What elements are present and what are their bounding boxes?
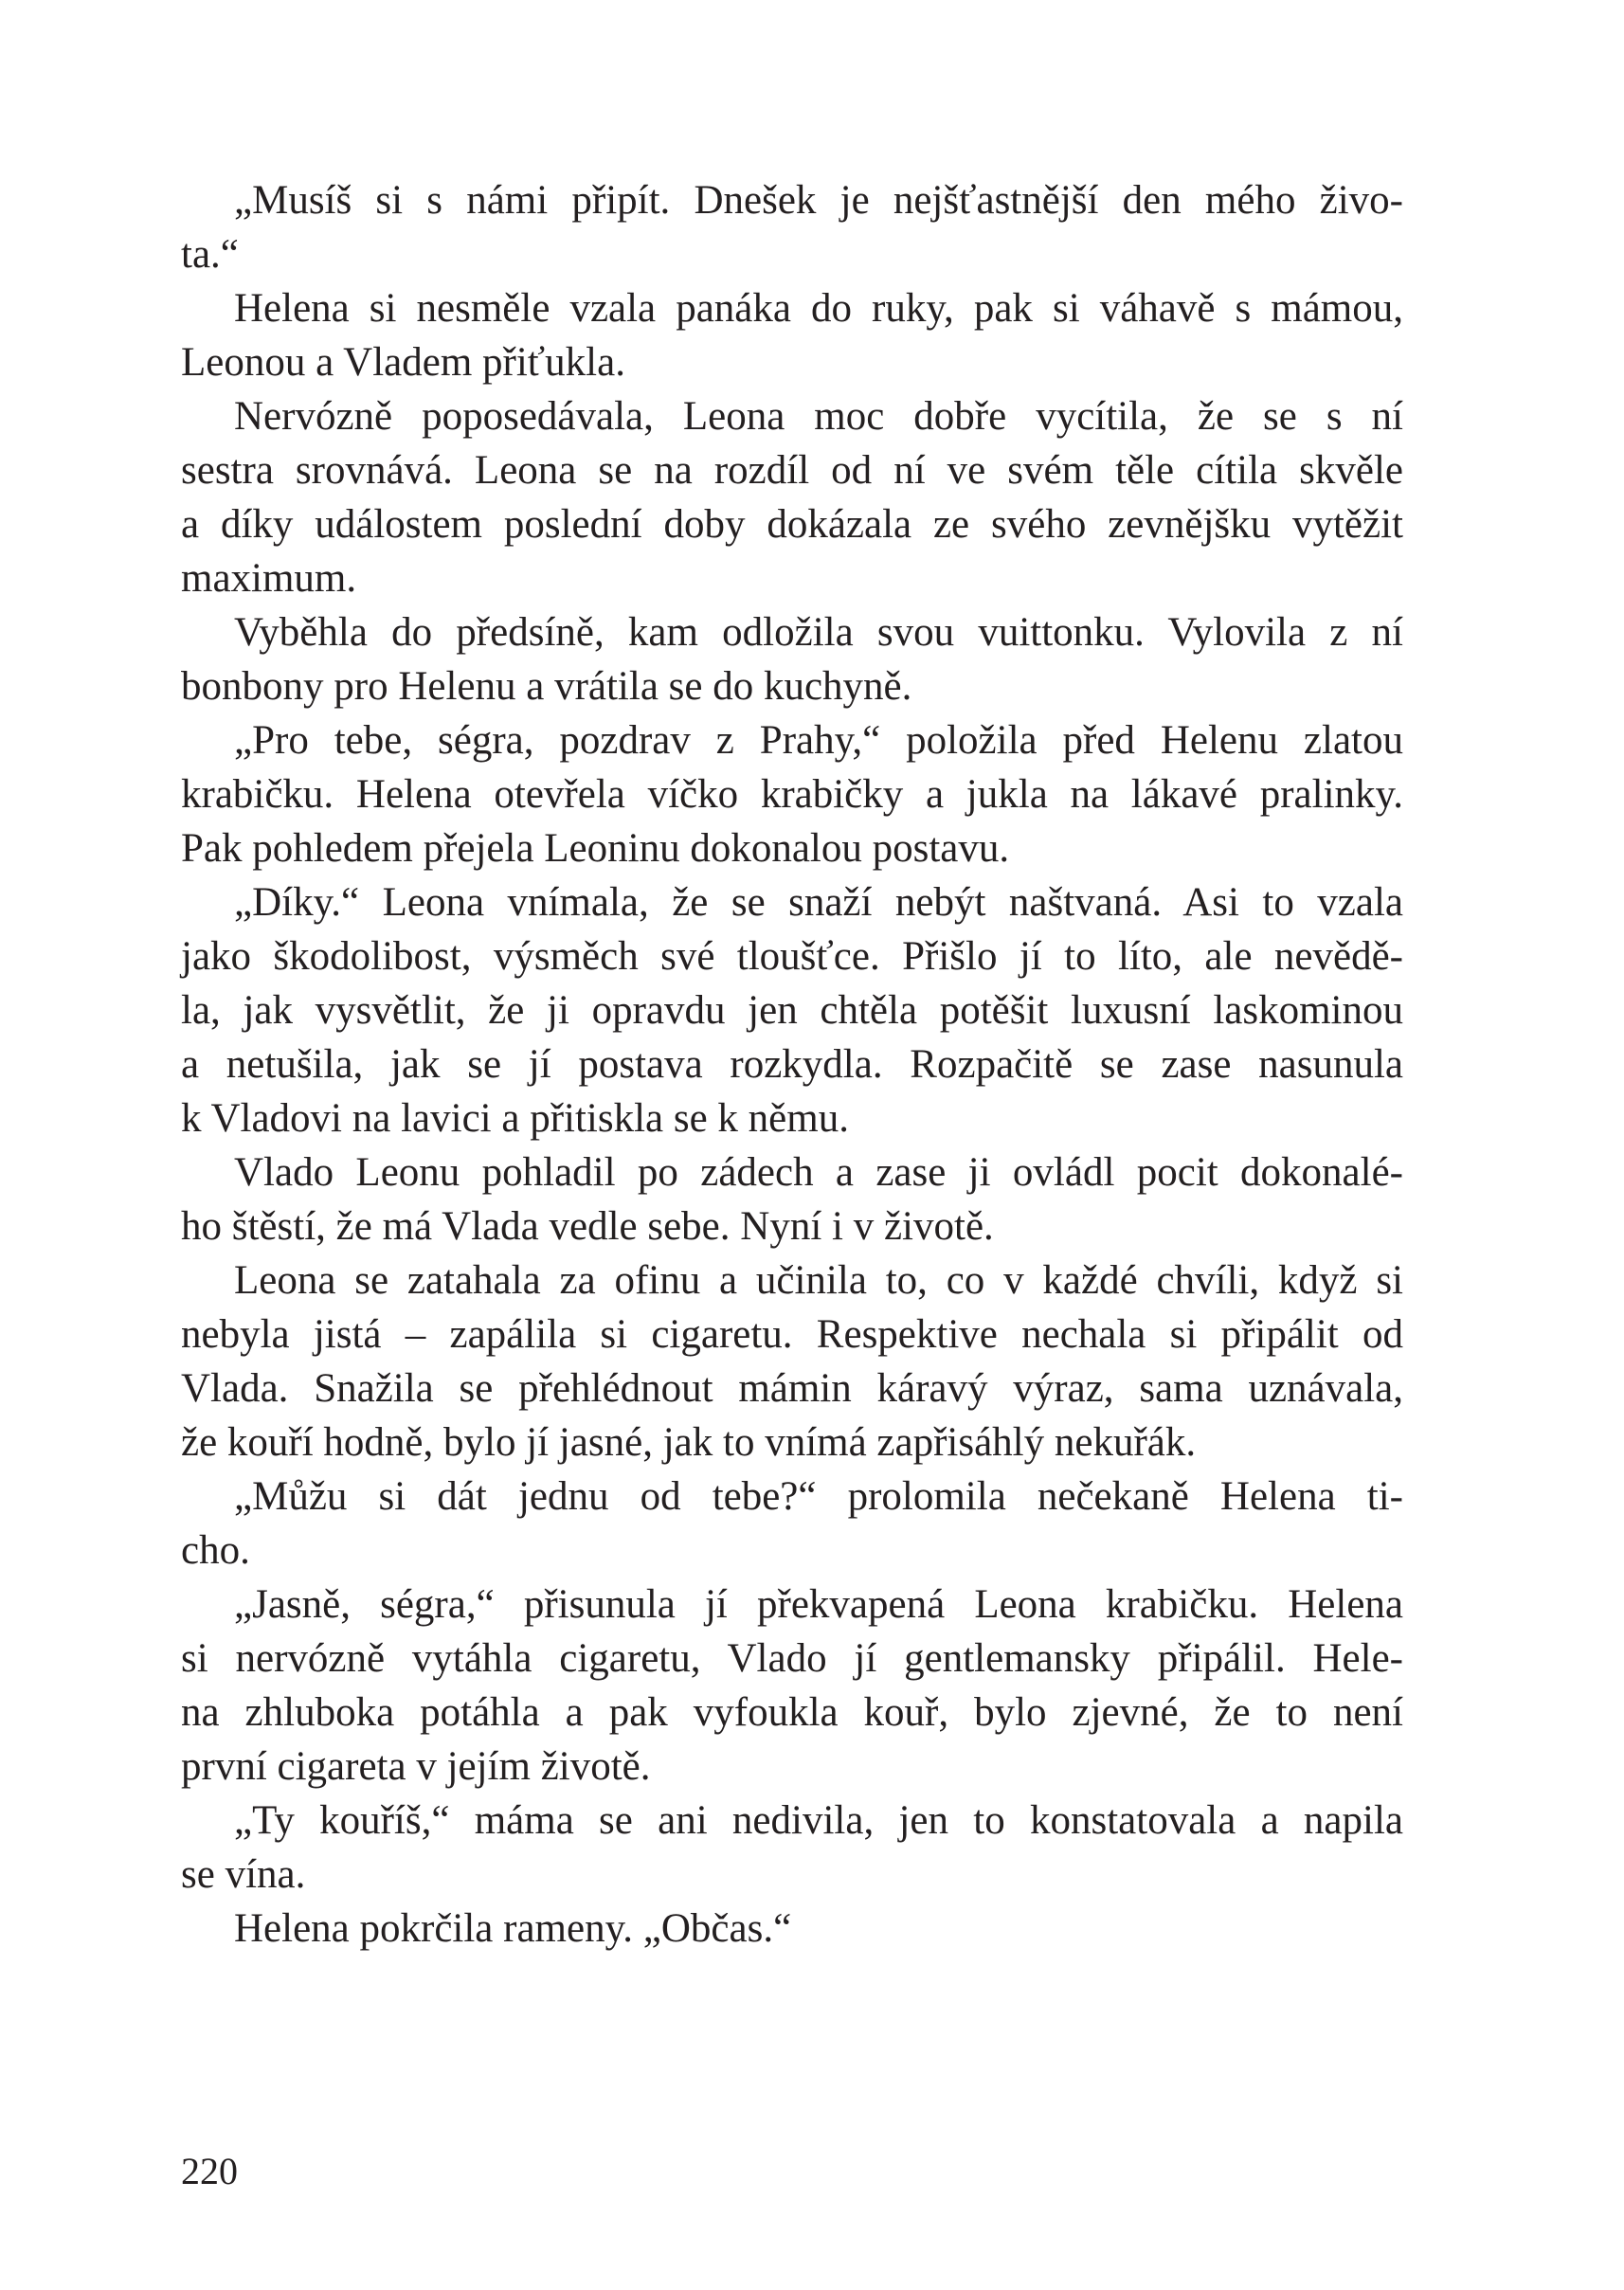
text-line: a netušila, jak se jí postava rozkydla. Rozpačitě se zase nasunula xyxy=(181,1042,1403,1087)
text-line: Helena si nesměle vzala panáka do ruky, pak si váhavě s mámou, xyxy=(234,286,1403,331)
body-text xyxy=(181,173,1403,1956)
text-line: „Díky.“ Leona vnímala, že se snaží nebýt naštvaná. Asi to vzala xyxy=(234,880,1403,925)
text-line: k Vladovi na lavici a přitiskla se k němu. xyxy=(181,1096,849,1141)
text-line: krabičku. Helena otevřela víčko krabičky a jukla na lákavé pralinky. xyxy=(181,772,1403,817)
text-line: a díky událostem poslední doby dokázala ze svého zevnějšku vytěžit xyxy=(181,502,1403,547)
text-line: bonbony pro Helenu a vrátila se do kuchyně. xyxy=(181,664,912,709)
text-line: první cigareta v jejím životě. xyxy=(181,1744,651,1789)
text-line: se vína. xyxy=(181,1852,306,1897)
text-line: Leona se zatahala za ofinu a učinila to, co v každé chvíli, když si xyxy=(234,1258,1403,1303)
text-line: na zhluboka potáhla a pak vyfoukla kouř, bylo zjevné, že to není xyxy=(181,1690,1403,1735)
text-line: „Pro tebe, ségra, pozdrav z Prahy,“ položila před Helenu zlatou xyxy=(234,718,1403,763)
text-line: si nervózně vytáhla cigaretu, Vlado jí gentlemansky připálil. Hele- xyxy=(181,1636,1403,1681)
text-line: Vlada. Snažila se přehlédnout mámin káravý výraz, sama uznávala, xyxy=(181,1366,1403,1411)
text-line: „Ty kouříš,“ máma se ani nedivila, jen to konstatovala a napila xyxy=(234,1798,1403,1843)
text-line: maximum. xyxy=(181,556,357,601)
text-line: Leonou a Vladem přiťukla. xyxy=(181,340,625,385)
text-line: jako škodolibost, výsměch své tloušťce. Přišlo jí to líto, ale nevědě- xyxy=(181,934,1403,979)
text-line: ta.“ xyxy=(181,232,239,277)
text-line: sestra srovnává. Leona se na rozdíl od ní ve svém těle cítila skvěle xyxy=(181,448,1403,493)
text-line: Helena pokrčila rameny. „Občas.“ xyxy=(234,1906,792,1951)
text-line: Vyběhla do předsíně, kam odložila svou vuittonku. Vylovila z ní xyxy=(234,610,1403,655)
text-line: Vlado Leonu pohladil po zádech a zase ji ovládl pocit dokonalé- xyxy=(234,1150,1403,1195)
text-line: Pak pohledem přejela Leoninu dokonalou postavu. xyxy=(181,826,1010,871)
text-line: že kouří hodně, bylo jí jasné, jak to vnímá zapřisáhlý nekuřák. xyxy=(181,1420,1197,1465)
text-line: „Jasně, ségra,“ přisunula jí překvapená Leona krabičku. Helena xyxy=(234,1582,1403,1627)
text-line: „Můžu si dát jednu od tebe?“ prolomila nečekaně Helena ti- xyxy=(234,1474,1403,1519)
text-line: la, jak vysvětlit, že ji opravdu jen chtěla potěšit luxusní laskominou xyxy=(181,988,1403,1033)
text-line: „Musíš si s námi připít. Dnešek je nejšťastnější den mého živo- xyxy=(234,178,1403,223)
page-number: 220 xyxy=(181,2150,238,2192)
text-line: ho štěstí, že má Vlada vedle sebe. Nyní i v životě. xyxy=(181,1204,994,1249)
text-line: Nervózně poposedávala, Leona moc dobře vycítila, že se s ní xyxy=(234,394,1403,439)
text-line: nebyla jistá – zapálila si cigaretu. Respektive nechala si připálit od xyxy=(181,1312,1403,1357)
text-line: cho. xyxy=(181,1528,250,1573)
